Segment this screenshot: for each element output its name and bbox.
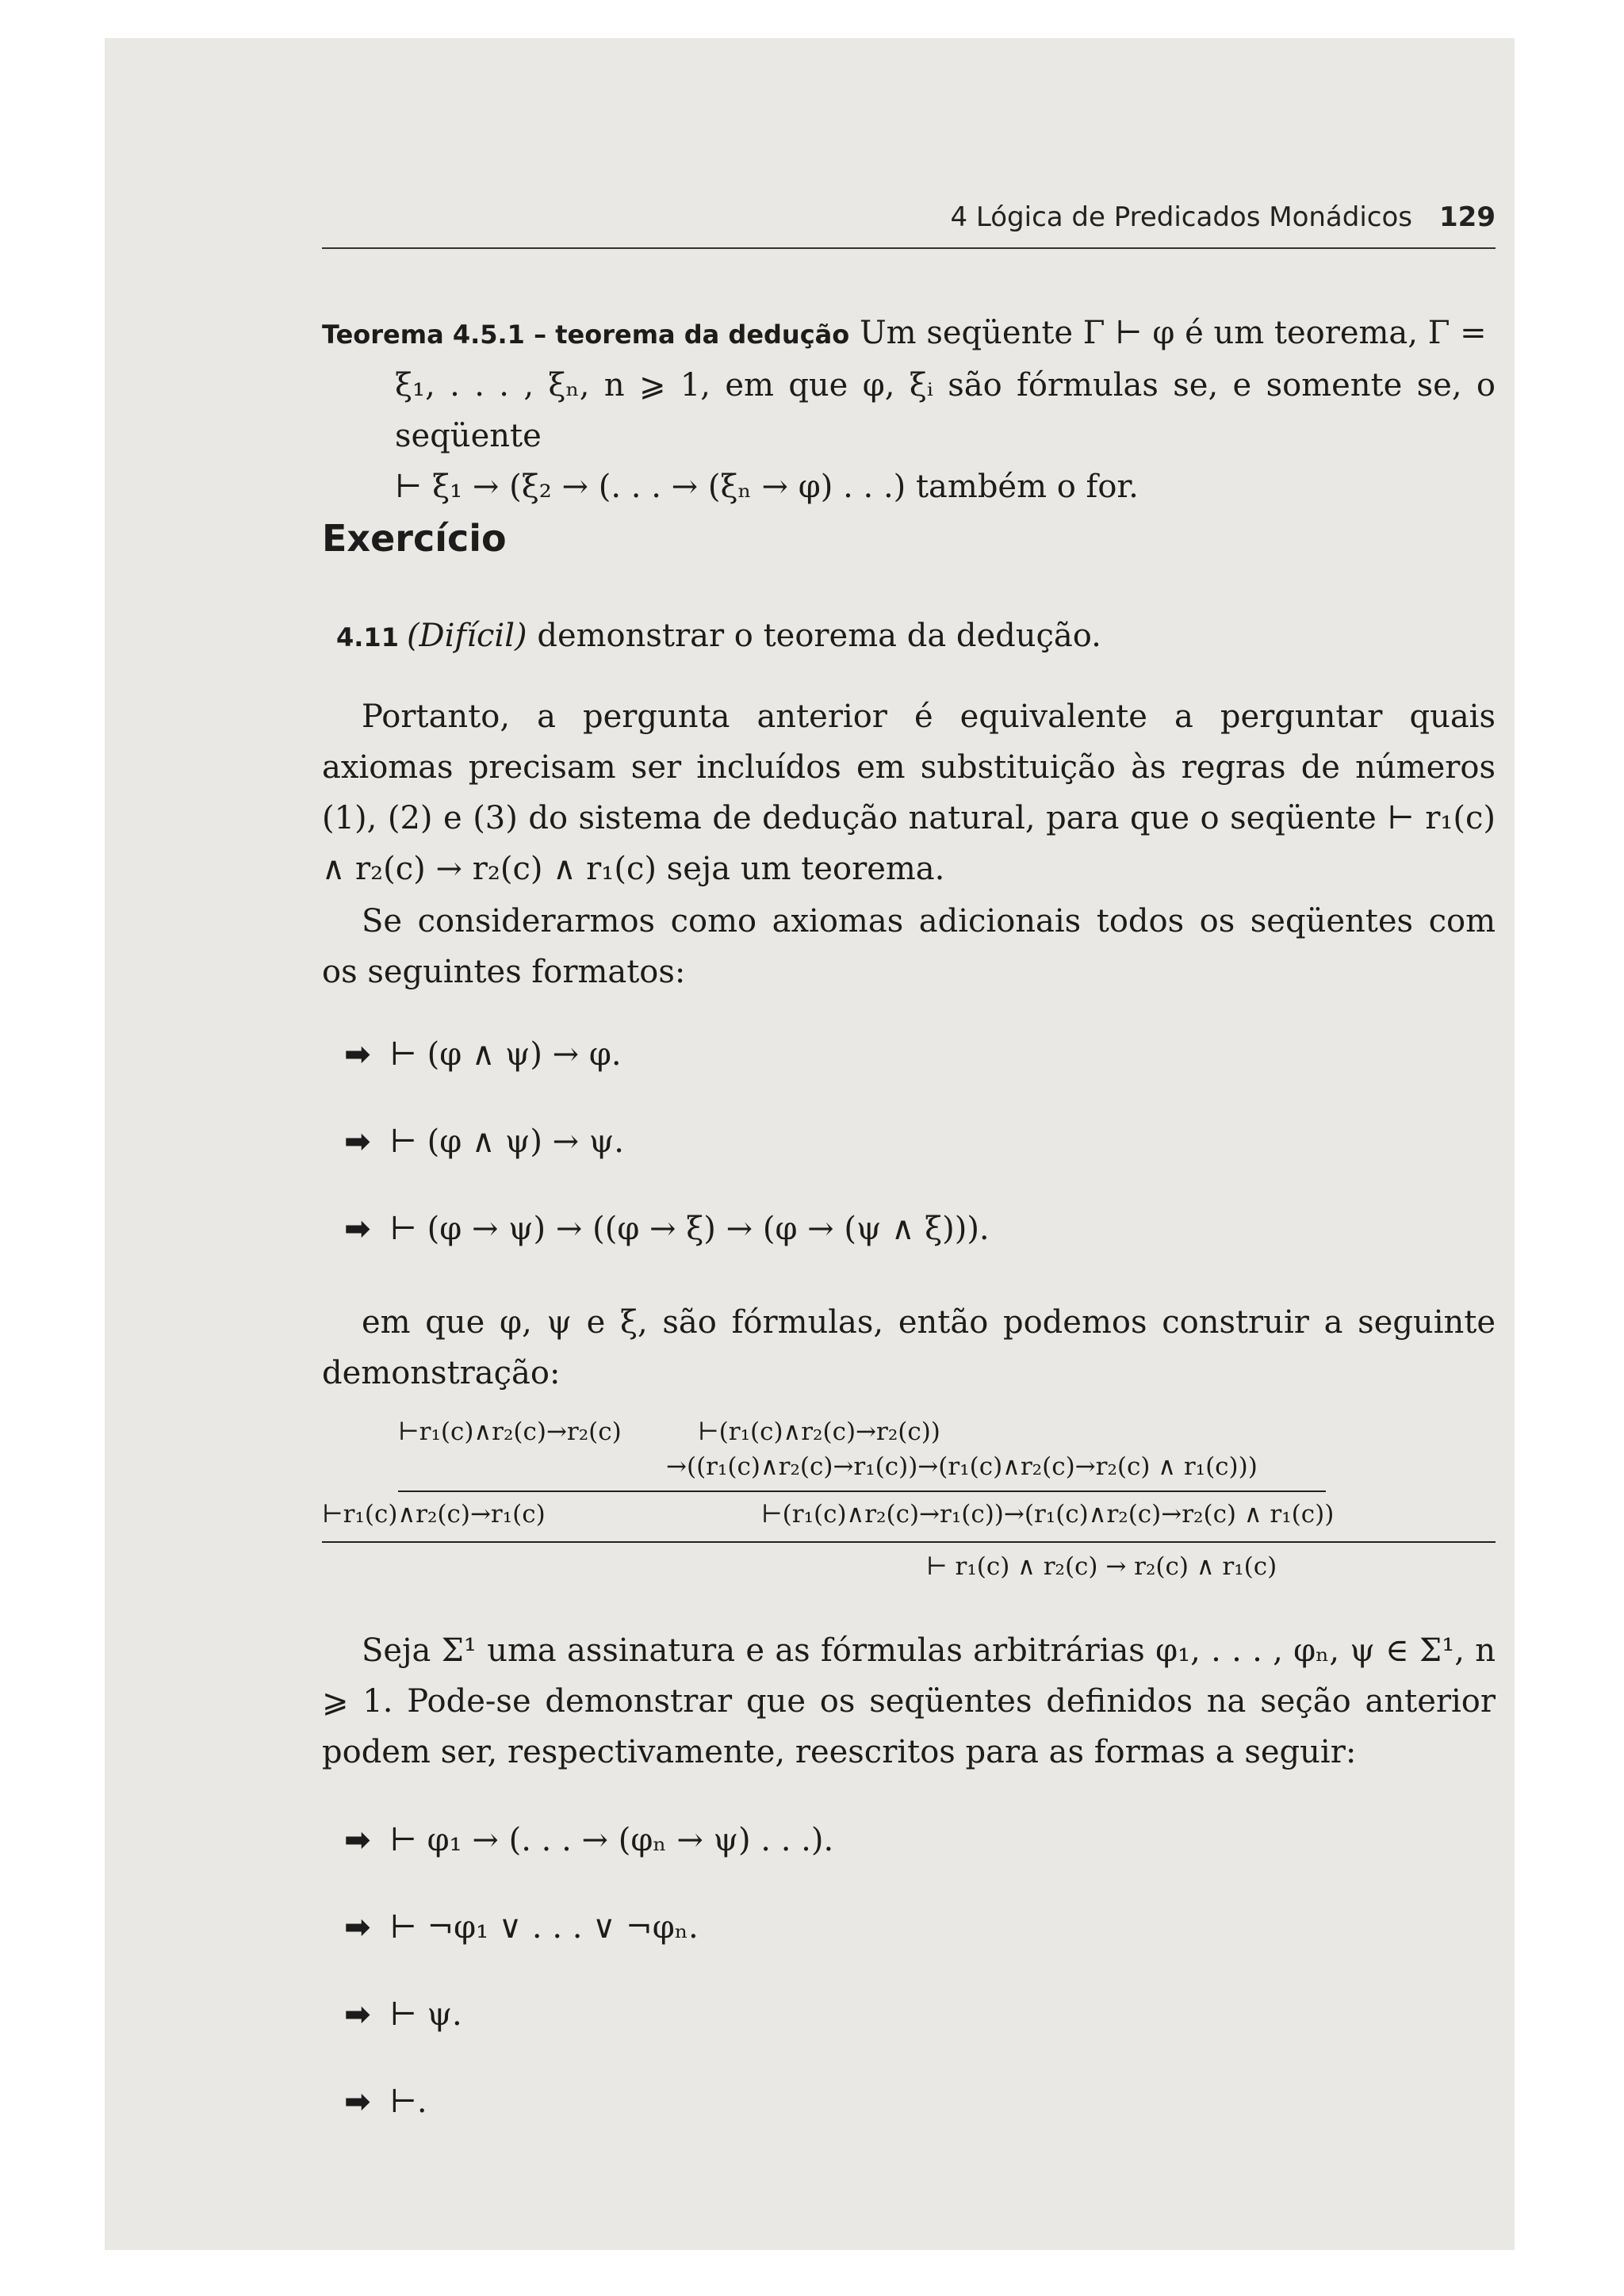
theorem-line-2: ξ₁, . . . , ξₙ, n ⩾ 1, em que φ, ξᵢ são fórmulas se, e somente se, o seqüente: [395, 367, 1496, 454]
proof-premise-right-2: →((r₁(c)∧r₂(c)→r₁(c))→(r₁(c)∧r₂(c)→r₂(c) ∧ r₁(c))): [666, 1452, 1258, 1481]
proof-mid-left: ⊢r₁(c)∧r₂(c)→r₁(c): [322, 1500, 546, 1529]
form-formula: ⊢.: [389, 2084, 427, 2120]
theorem-text-1: Um seqüente Γ ⊢ φ é um teorema, Γ =: [859, 315, 1487, 351]
proof-mid-right: ⊢(r₁(c)∧r₂(c)→r₁(c))→(r₁(c)∧r₂(c)→r₂(c) ∧ r₁(c)): [761, 1500, 1335, 1529]
arrow-bullet-icon: ➡: [344, 1123, 371, 1160]
inference-line-lower: [322, 1541, 1496, 1543]
form-item: [344, 2084, 427, 2120]
paragraph-1: Portanto, a pergunta anterior é equivalente a perguntar quais axiomas precisam ser incluídos em substituição às regras de números (1), (2) e (3) do sistema de dedução natural, para que o seqüente ⊢ r₁(c) ∧ r₂(c) → r₂(c) ∧ r₁(c) seja um teorema.: [322, 698, 1496, 887]
arrow-bullet-icon: ➡: [344, 1822, 371, 1858]
exercise-number: 4.11: [336, 622, 399, 652]
axiom-item: [344, 1205, 990, 1253]
exercise-item: [322, 610, 1496, 663]
inference-line-upper: [398, 1490, 1326, 1492]
arrow-bullet-icon: ➡: [344, 1036, 371, 1073]
theorem-label: Teorema 4.5.1 – teorema da dedução: [322, 320, 850, 350]
axiom-item: [344, 1031, 622, 1078]
form-item: [344, 1909, 699, 1946]
form-formula: ⊢ φ₁ → (. . . → (φₙ → ψ) . . .).: [389, 1822, 834, 1858]
axiom-item: [344, 1118, 624, 1165]
proof-conclusion: ⊢ r₁(c) ∧ r₂(c) → r₂(c) ∧ r₁(c): [926, 1552, 1277, 1581]
theorem-line-3: ⊢ ξ₁ → (ξ₂ → (. . . → (ξₙ → φ) . . .) também o for.: [395, 469, 1139, 505]
paragraph-2: Se considerarmos como axiomas adicionais todos os seqüentes com os seguintes formatos:: [322, 903, 1496, 990]
proof-premise-left: ⊢r₁(c)∧r₂(c)→r₂(c): [398, 1418, 622, 1446]
page-number: 129: [1439, 201, 1496, 233]
paragraph-3: em que φ, ψ e ξ, são fórmulas, então podemos construir a seguinte demonstração:: [322, 1304, 1496, 1391]
theorem-line-1: [322, 308, 1496, 360]
arrow-bullet-icon: ➡: [344, 2084, 371, 2120]
axiom-formula: ⊢ (φ ∧ ψ) → φ.: [389, 1036, 622, 1073]
section-title: Exercício: [322, 517, 507, 560]
paragraph-4: Seja Σ¹ uma assinatura e as fórmulas arbitrárias φ₁, . . . , φₙ, ψ ∈ Σ¹, n ⩾ 1. Pode-se demonstrar que os seqüentes definidos na seção anterior podem ser, respectivamente, reescritos para as formas a seguir:: [322, 1632, 1496, 1770]
chapter-title: 4 Lógica de Predicados Monádicos: [950, 201, 1413, 233]
theorem-block: [322, 308, 1496, 512]
arrow-bullet-icon: ➡: [344, 1909, 371, 1946]
proof-premise-right-1: ⊢(r₁(c)∧r₂(c)→r₂(c)): [698, 1418, 940, 1446]
exercise-tag: (Difícil): [406, 618, 527, 654]
form-formula: ⊢ ψ.: [389, 1996, 462, 2033]
exercise-text: demonstrar o teorema da dedução.: [537, 618, 1101, 654]
form-item: [344, 1822, 833, 1858]
axiom-formula: ⊢ (φ ∧ ψ) → ψ.: [389, 1123, 624, 1160]
form-item: [344, 1996, 462, 2033]
arrow-bullet-icon: ➡: [344, 1211, 371, 1247]
running-header: [322, 201, 1496, 249]
arrow-bullet-icon: ➡: [344, 1996, 371, 2033]
axiom-formula: ⊢ (φ → ψ) → ((φ → ξ) → (φ → (ψ ∧ ξ))).: [389, 1211, 990, 1247]
book-page: [105, 38, 1515, 2250]
form-formula: ⊢ ¬φ₁ ∨ . . . ∨ ¬φₙ.: [389, 1909, 699, 1946]
